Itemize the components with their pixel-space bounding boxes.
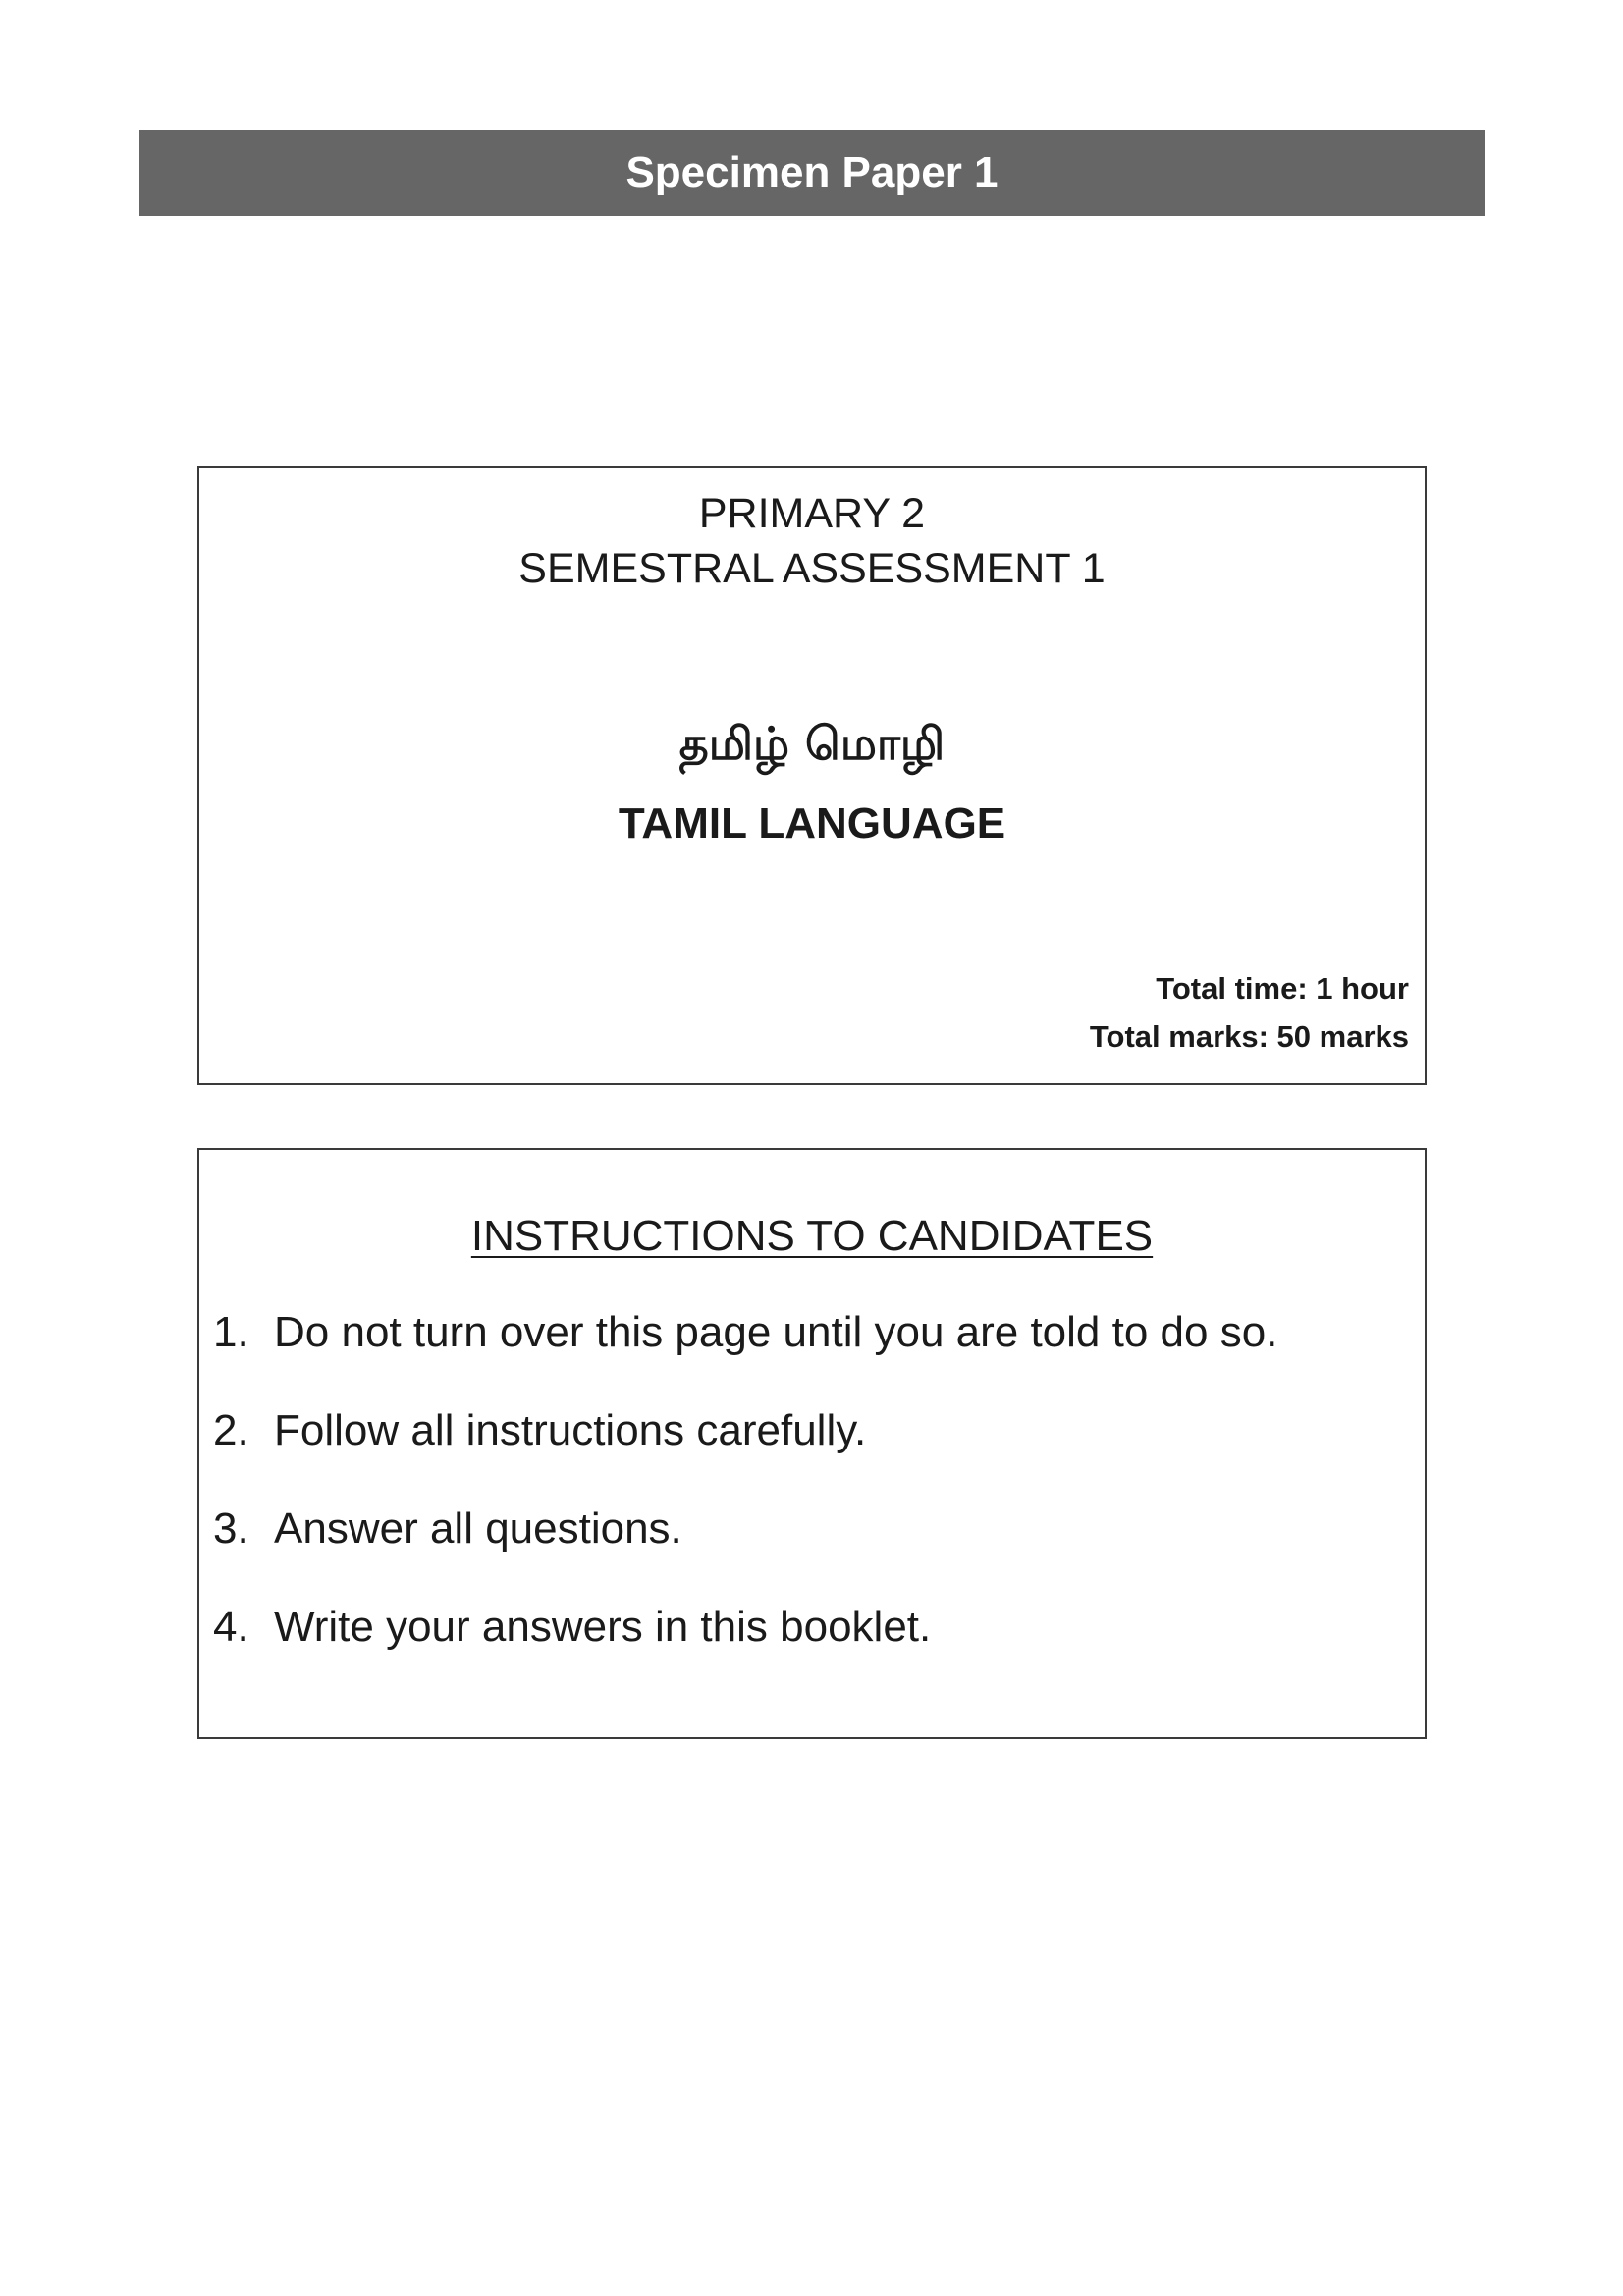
instruction-item [213, 1600, 1415, 1655]
instructions-title [199, 1209, 1425, 1264]
instruction-text: Follow all instructions carefully. [274, 1406, 867, 1454]
instruction-number: 2. [213, 1406, 249, 1454]
instruction-item [213, 1403, 1415, 1458]
level-label: PRIMARY 2 [698, 490, 926, 537]
instructions-list [213, 1305, 1415, 1698]
total-time: Total time: 1 hour [1156, 971, 1409, 1006]
cover-info-box [197, 466, 1427, 1085]
instruction-number: 3. [213, 1504, 249, 1553]
subject-english-title: TAMIL LANGUAGE [618, 799, 1006, 847]
header-banner [139, 130, 1485, 216]
instruction-item [213, 1502, 1415, 1557]
instruction-number: 1. [213, 1308, 249, 1356]
instruction-text: Do not turn over this page until you are told to do so. [274, 1308, 1278, 1356]
instructions-box [197, 1148, 1427, 1739]
banner-title: Specimen Paper 1 [625, 148, 999, 196]
instruction-text: Write your answers in this booklet. [274, 1603, 932, 1651]
instruction-number: 4. [213, 1603, 249, 1651]
total-marks: Total marks: 50 marks [1089, 1019, 1409, 1054]
instruction-text: Answer all questions. [274, 1504, 682, 1553]
instructions-title-text: INSTRUCTIONS TO CANDIDATES [470, 1212, 1154, 1260]
assessment-label: SEMESTRAL ASSESSMENT 1 [518, 545, 1106, 592]
instruction-item [213, 1305, 1415, 1360]
subject-tamil-title: தமிழ் மொழி [678, 717, 946, 770]
